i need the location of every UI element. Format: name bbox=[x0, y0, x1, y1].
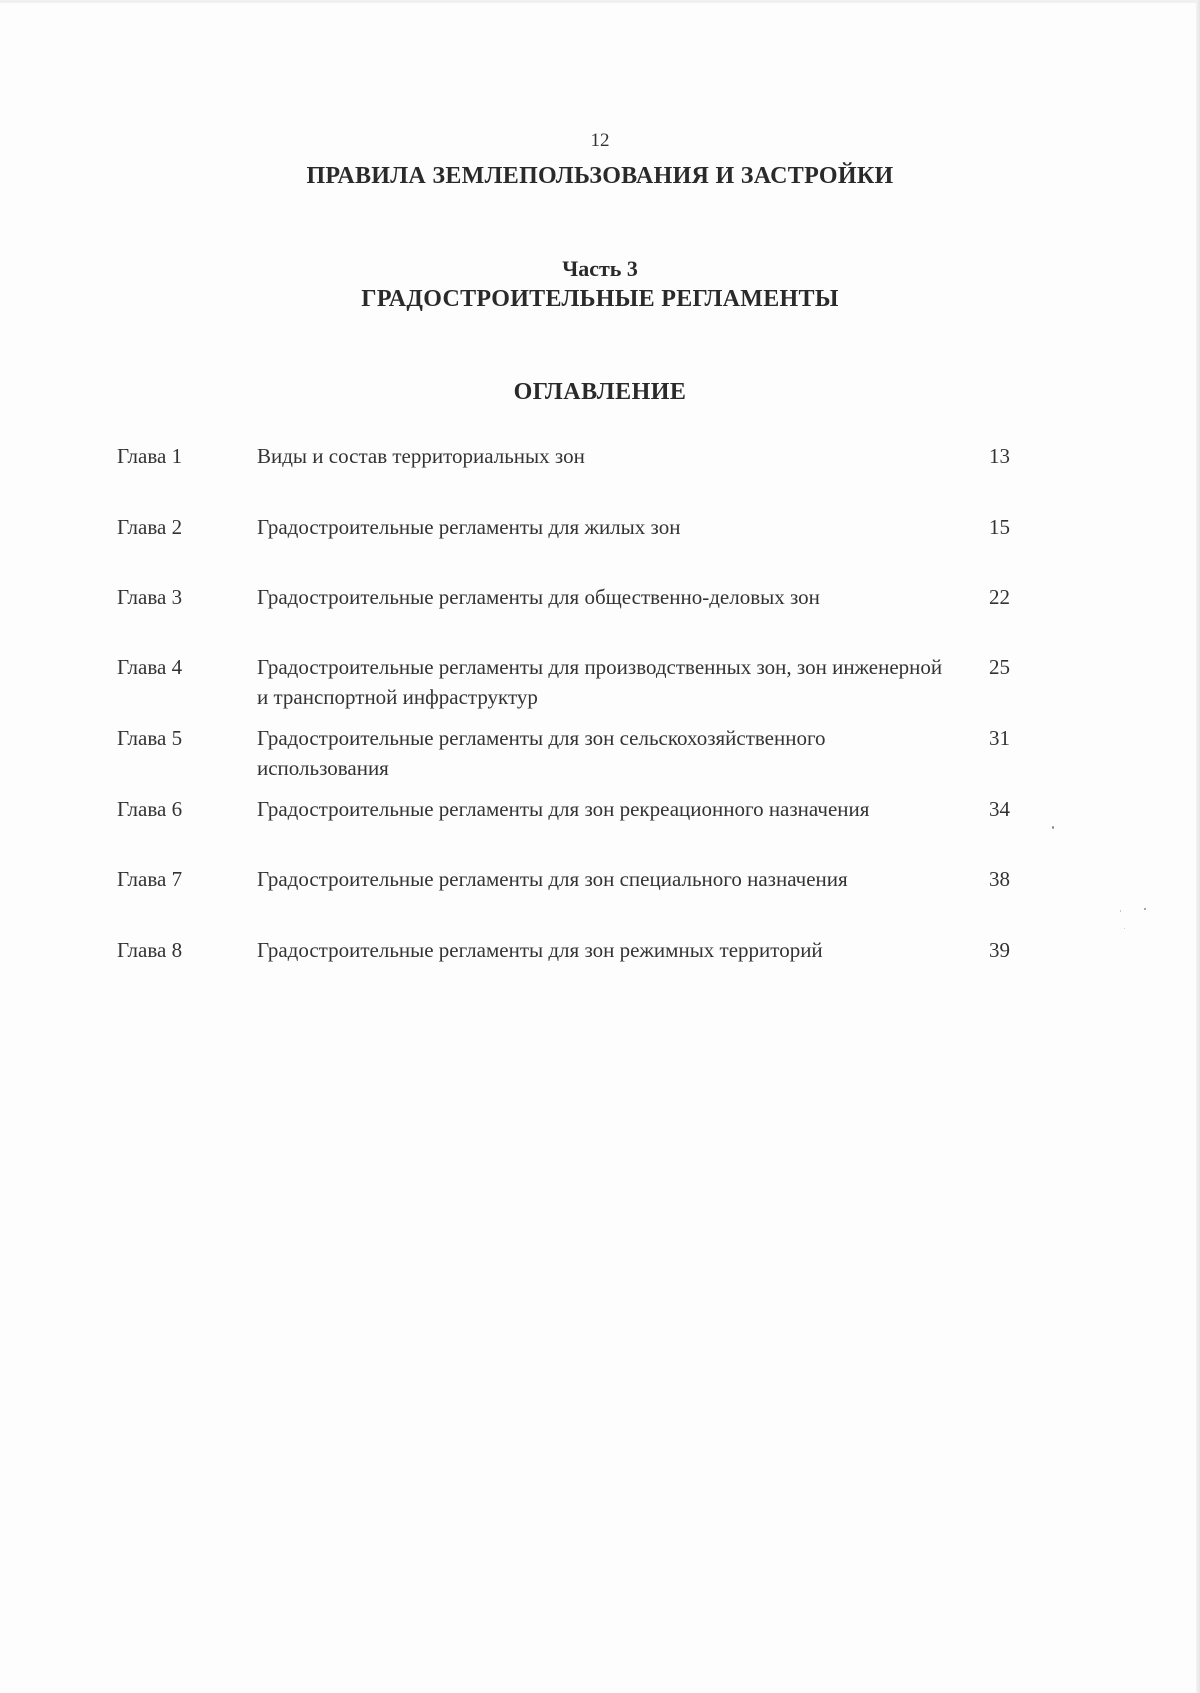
toc-heading: ОГЛАВЛЕНИЕ bbox=[513, 379, 687, 405]
toc-entry-title: Градостроительные регламенты для зон рекреационного назначения bbox=[257, 797, 870, 821]
toc-chapter-label: Глава 1 bbox=[117, 444, 183, 468]
toc-chapter-label: Глава 5 bbox=[117, 726, 183, 750]
toc-chapter-label: Глава 2 bbox=[117, 515, 183, 539]
toc-page-number: 39 bbox=[989, 938, 1010, 962]
toc-page-number: 25 bbox=[989, 655, 1010, 679]
page-number: 12 bbox=[590, 130, 610, 151]
toc-page-number: 22 bbox=[989, 585, 1010, 609]
scan-speck bbox=[1120, 910, 1121, 912]
toc-chapter-label: Глава 7 bbox=[117, 867, 183, 891]
toc-page-number: 31 bbox=[989, 726, 1010, 750]
toc-page-number: 38 bbox=[989, 867, 1010, 891]
toc-page-number: 15 bbox=[989, 515, 1010, 539]
toc-page-number: 13 bbox=[989, 444, 1010, 468]
toc-entry-title: Градостроительные регламенты для зон специального назначения bbox=[257, 867, 848, 891]
scan-speck bbox=[1144, 908, 1146, 910]
scan-right-edge bbox=[1196, 0, 1200, 1693]
part-title: ГРАДОСТРОИТЕЛЬНЫЕ РЕГЛАМЕНТЫ bbox=[361, 286, 839, 312]
toc-entry-title: Градостроительные регламенты для общественно-деловых зон bbox=[257, 585, 820, 609]
part-label: Часть 3 bbox=[562, 256, 638, 281]
toc-entry-title: Градостроительные регламенты для зон сельскохозяйственного использования bbox=[257, 726, 826, 780]
toc-entry-title: Градостроительные регламенты для производственных зон, зон инженерной и транспортной инфраструктур bbox=[257, 655, 943, 709]
toc-chapter-label: Глава 8 bbox=[117, 938, 183, 962]
toc-chapter-label: Глава 6 bbox=[117, 797, 183, 821]
toc-entry-title: Градостроительные регламенты для зон режимных территорий bbox=[257, 938, 823, 962]
scan-speck bbox=[1052, 826, 1054, 829]
scan-top-edge bbox=[0, 0, 1200, 3]
toc-entry-title: Виды и состав территориальных зон bbox=[257, 444, 585, 468]
scan-speck bbox=[1124, 928, 1125, 929]
toc-chapter-label: Глава 4 bbox=[117, 655, 183, 679]
document-title: ПРАВИЛА ЗЕМЛЕПОЛЬЗОВАНИЯ И ЗАСТРОЙКИ bbox=[306, 163, 894, 189]
toc-chapter-label: Глава 3 bbox=[117, 585, 183, 609]
toc-entry-title: Градостроительные регламенты для жилых зон bbox=[257, 515, 681, 539]
toc-page-number: 34 bbox=[989, 797, 1010, 821]
